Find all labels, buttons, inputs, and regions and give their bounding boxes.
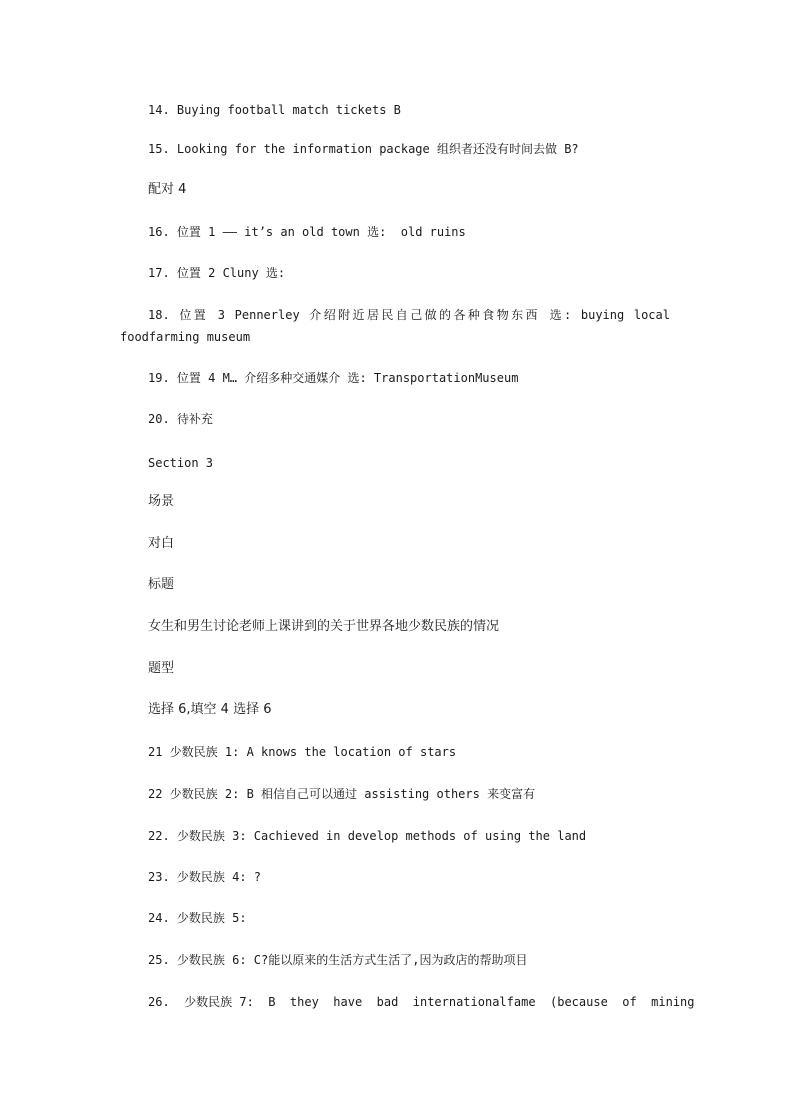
title-label: 标题 — [148, 577, 175, 592]
line-15: 15. Looking for the information package 组织者还没有时间去做 B? — [148, 142, 579, 156]
line-21: 21 少数民族 1: A knows the location of stars — [148, 745, 457, 759]
question-type-detail: 选择 6,填空 4 选择 6 — [148, 702, 272, 717]
topic-description: 女生和男生讨论老师上课讲到的关于世界各地少数民族的情况 — [148, 619, 500, 634]
dialogue-label: 对白 — [148, 536, 175, 551]
line-20: 20. 待补充 — [148, 412, 213, 426]
line-22a: 22 少数民族 2: B 相信自己可以通过 assisting others 来变富有 — [148, 787, 536, 801]
question-type-label: 题型 — [148, 661, 175, 676]
line-23: 23. 少数民族 4: ? — [148, 870, 262, 884]
line-17: 17. 位置 2 Cluny 选: — [148, 266, 286, 280]
line-19: 19. 位置 4 M… 介绍多种交通媒介 选: TransportationMuseum — [148, 371, 519, 385]
line-26: 26. 少数民族 7: B they have bad internationalfame (because of mining — [148, 995, 695, 1009]
line-14: 14. Buying football match tickets B — [148, 103, 401, 117]
scene-label: 场景 — [148, 494, 175, 509]
line-18: 18. 位置 3 Pennerley 介绍附近居民自己做的各种食物东西 选: buying local — [148, 308, 670, 322]
line-24: 24. 少数民族 5: — [148, 911, 247, 925]
section-3-heading: Section 3 — [148, 456, 214, 470]
line-18-paragraph — [120, 304, 670, 348]
line-matching-header: 配对 4 — [148, 182, 187, 197]
line-16: 16. 位置 1 —— it’s an old town 选: old ruins — [148, 225, 466, 239]
line-18-continuation: foodfarming museum — [120, 330, 251, 344]
line-22b: 22. 少数民族 3: Cachieved in develop methods of using the land — [148, 829, 587, 843]
line-25: 25. 少数民族 6: C?能以原来的生活方式生活了,因为政店的帮助项目 — [148, 953, 528, 967]
